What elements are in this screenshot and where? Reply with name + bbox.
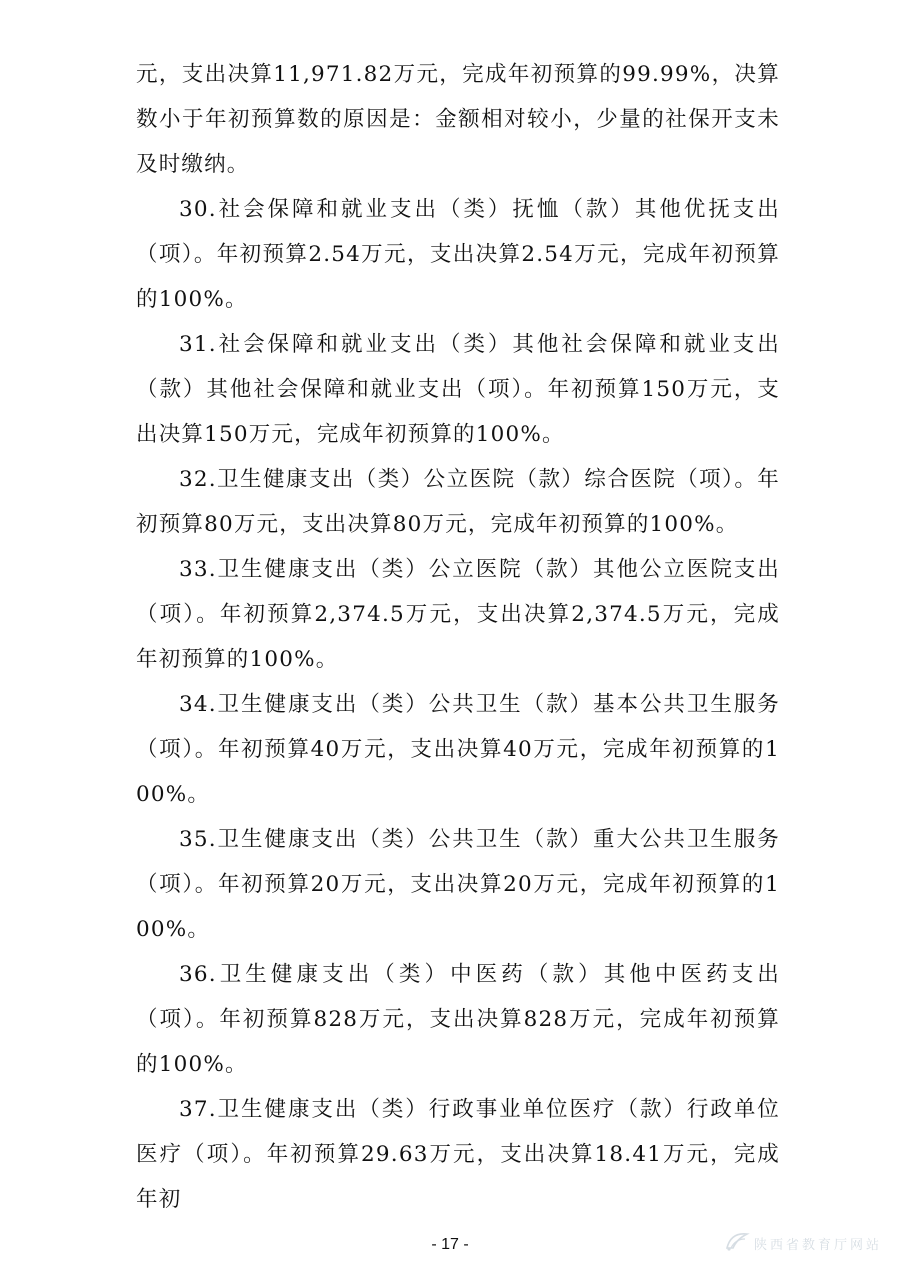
logo-icon [724, 1230, 750, 1256]
paragraph-item-37: 37.卫生健康支出（类）行政事业单位医疗（款）行政单位医疗（项）。年初预算29.63万元，支出决算18.41万元，完成年初 [136, 1097, 780, 1212]
paragraph-item-34: 34.卫生健康支出（类）公共卫生（款）基本公共卫生服务（项）。年初预算40万元，支出决算40万元，完成年初预算的100%。 [136, 692, 780, 807]
watermark-text: 陕西省教育厅网站 [753, 1237, 882, 1253]
paragraph-continuation: 元，支出决算11,971.82万元，完成年初预算的99.99%，决算数小于年初预算数的原因是：金额相对较小，少量的社保开支未及时缴纳。 [136, 62, 780, 177]
paragraph-item-33: 33.卫生健康支出（类）公立医院（款）其他公立医院支出（项）。年初预算2,374.5万元，支出决算2,374.5万元，完成年初预算的100%。 [136, 557, 780, 672]
paragraph-item-32: 32.卫生健康支出（类）公立医院（款）综合医院（项）。年初预算80万元，支出决算80万元，完成年初预算的100%。 [136, 467, 780, 537]
page-number: - 17 - [431, 1236, 469, 1253]
paragraph-item-30: 30.社会保障和就业支出（类）抚恤（款）其他优抚支出（项）。年初预算2.54万元，支出决算2.54万元，完成年初预算的100%。 [136, 197, 780, 312]
paragraph-item-35: 35.卫生健康支出（类）公共卫生（款）重大公共卫生服务（项）。年初预算20万元，支出决算20万元，完成年初预算的100%。 [136, 827, 780, 942]
paragraph-item-36: 36.卫生健康支出（类）中医药（款）其他中医药支出（项）。年初预算828万元，支出决算828万元，完成年初预算的100%。 [136, 962, 780, 1077]
watermark [724, 1230, 882, 1256]
paragraph-item-31: 31.社会保障和就业支出（类）其他社会保障和就业支出（款）其他社会保障和就业支出（项）。年初预算150万元，支出决算150万元，完成年初预算的100%。 [136, 332, 780, 447]
document-body [136, 52, 780, 1222]
